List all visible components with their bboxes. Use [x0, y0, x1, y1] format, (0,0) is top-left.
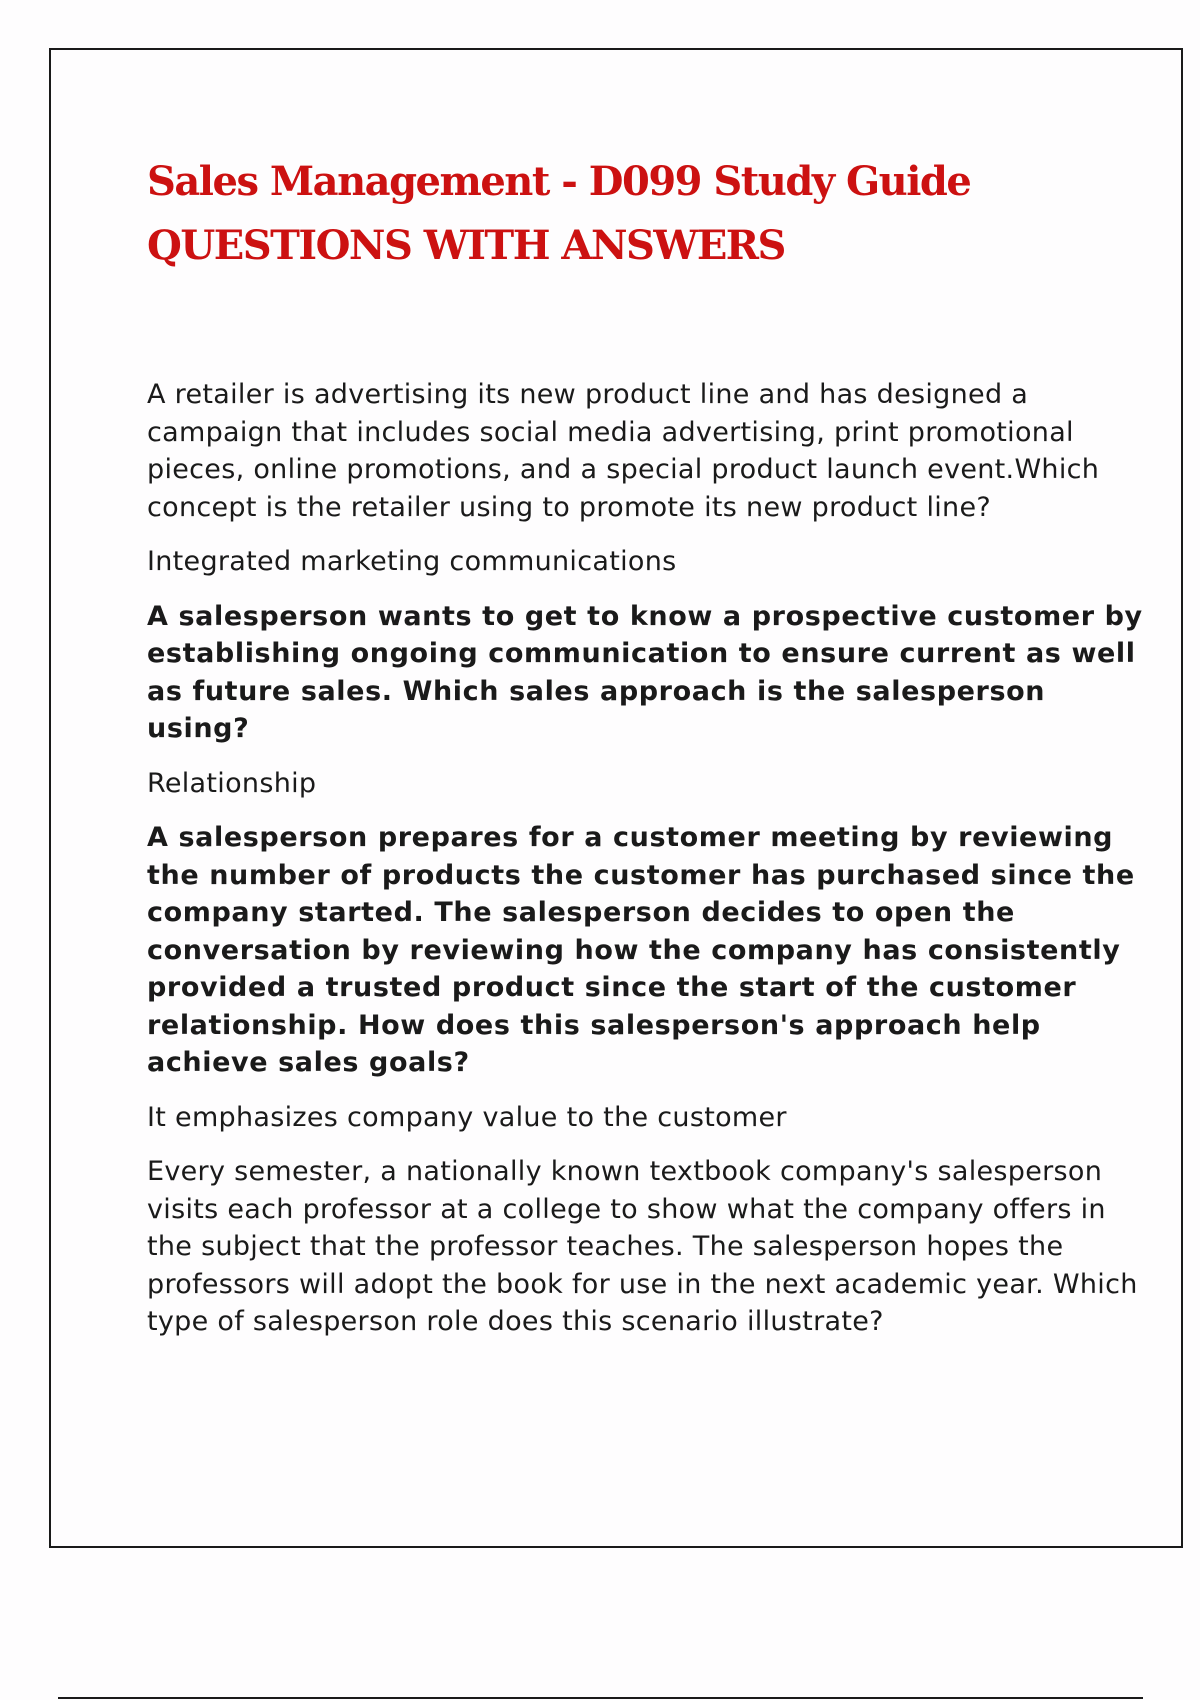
answer-3: It emphasizes company value to the customer	[147, 1101, 787, 1133]
bottom-rule	[58, 1697, 1143, 1699]
question-3: A salesperson prepares for a customer meeting by reviewing the number of products the customer has purchased since the company started. The salesperson decides to open the conversation by reviewing how the company has consistently provided a trusted product since the start of the customer relationship. How does this salesperson's approach help achieve sales goals?	[147, 822, 1135, 1078]
document-title	[147, 150, 1147, 278]
answer-1: Integrated marketing communications	[147, 546, 677, 577]
question-2: A salesperson wants to get to know a prospective customer by establishing ongoing communication to ensure current as well as future sales. Which sales approach is the salesperson using?	[147, 600, 1143, 744]
title-line-1: Sales Management - D099 Study Guide	[147, 158, 971, 205]
answer-2: Relationship	[147, 767, 317, 799]
question-4: Every semester, a nationally known textbook company's salesperson visits each professor at a college to show what the company offers in the subject that the professor teaches. The salesperson hopes the professors will adopt the book for use in the next academic year. Which type of salesperson role does this scenario illustrate?	[147, 1156, 1138, 1337]
page-frame	[49, 48, 1183, 1548]
qa-list	[147, 376, 1147, 1341]
page-content	[147, 150, 1147, 1358]
question-1: A retailer is advertising its new product line and has designed a campaign that includes social media advertising, print promotional pieces, online promotions, and a special product launch event.Which concept is the retailer using to promote its new product line?	[147, 379, 1100, 523]
title-line-2: QUESTIONS WITH ANSWERS	[147, 222, 785, 269]
